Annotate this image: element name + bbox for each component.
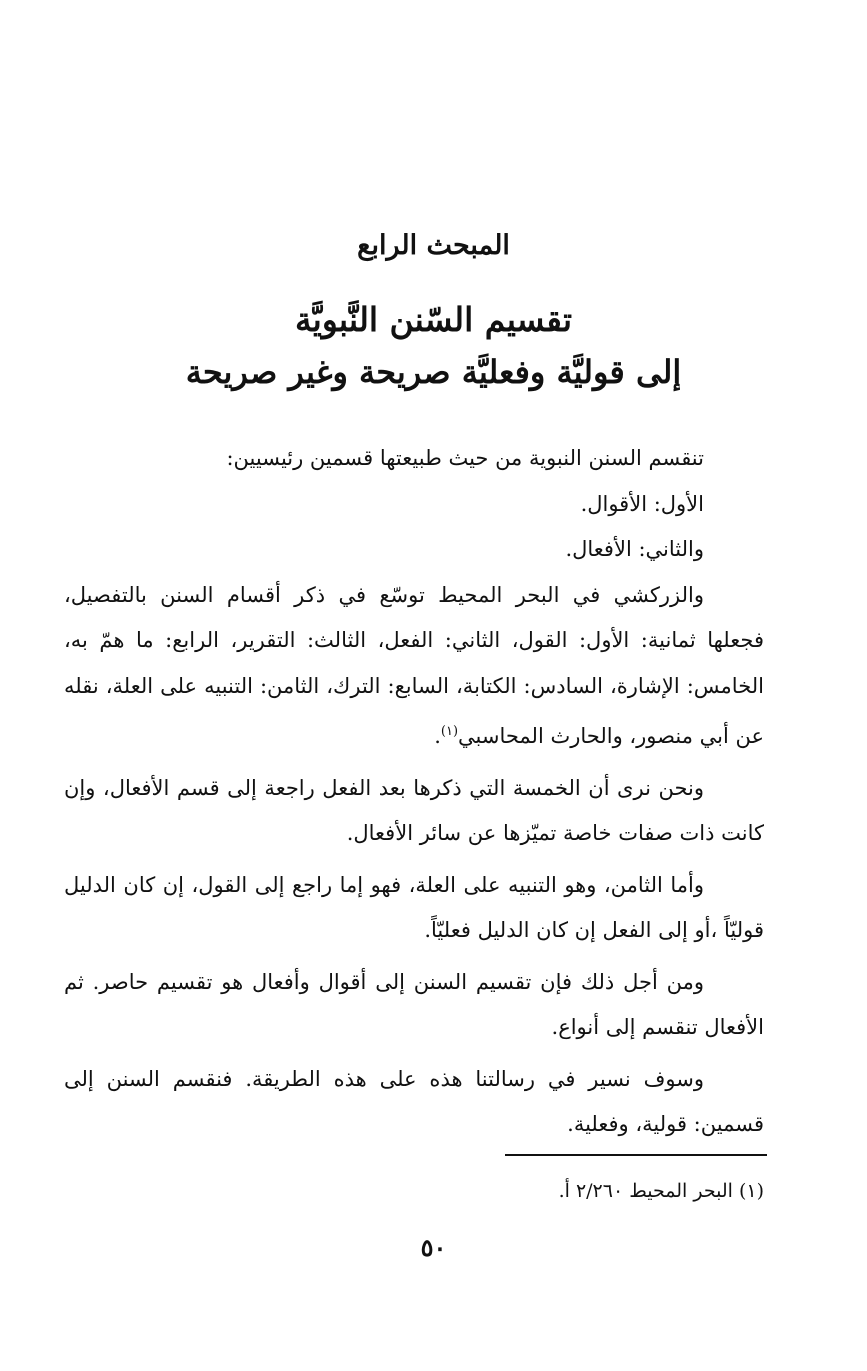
paragraph-five: ونحن نرى أن الخمسة التي ذكرها بعد الفعل راجعة إلى قسم الأفعال، وإن كانت ذات صفات خاصة تميّزها عن سائر الأفعال. <box>64 775 764 845</box>
paragraph-zarkashi-text: والزركشي في البحر المحيط توسّع في ذكر أقسام السنن بالتفصيل، فجعلها ثمانية: الأول: القول، الثاني: الفعل، الثالث: التقرير، الرابع: ما همّ به، الخامس: الإشارة، السادس: الكتابة، السابع: الترك، الثامن: التنبيه على العلة، نقله عن أبي منصور، والحارث المحاسبي <box>64 582 764 748</box>
paragraph-method: وسوف نسير في رسالتنا هذه على هذه الطريقة. فنقسم السنن إلى قسمين: قولية، وفعلية. <box>64 1066 764 1136</box>
page-number: ٥٠ <box>420 1233 447 1262</box>
footnote-divider <box>505 1154 767 1156</box>
paragraph-intro: تنقسم السنن النبوية من حيث طبيعتها قسمين رئيسيين: <box>226 446 704 470</box>
paragraph-therefore: ومن أجل ذلك فإن تقسيم السنن إلى أقوال وأفعال هو تقسيم حاصر. ثم الأفعال تنقسم إلى أنواع. <box>64 969 764 1039</box>
body-text <box>64 436 764 1148</box>
paragraph-zarkashi <box>64 573 764 760</box>
chapter-title-line-2: إلى قوليَّة وفعليَّة صريحة وغير صريحة <box>185 353 682 391</box>
paragraph-first: الأول: الأقوال. <box>580 491 704 516</box>
paragraph-second: والثاني: الأفعال. <box>565 537 704 561</box>
section-heading: المبحث الرابع <box>357 230 510 261</box>
paragraph-eighth: وأما الثامن، وهو التنبيه على العلة، فهو إما راجع إلى القول، إن كان الدليل قوليّاً ،أو إلى الفعل إن كان الدليل فعليّاً. <box>64 872 764 942</box>
paragraph-zarkashi-end: . <box>434 724 441 748</box>
footnote-reference: (١) <box>440 724 459 739</box>
footnote: (١) البحر المحيط ٢/٢٦٠ أ. <box>558 1180 764 1202</box>
chapter-title-line-1: تقسيم السّنن النَّبويَّة <box>294 300 573 339</box>
